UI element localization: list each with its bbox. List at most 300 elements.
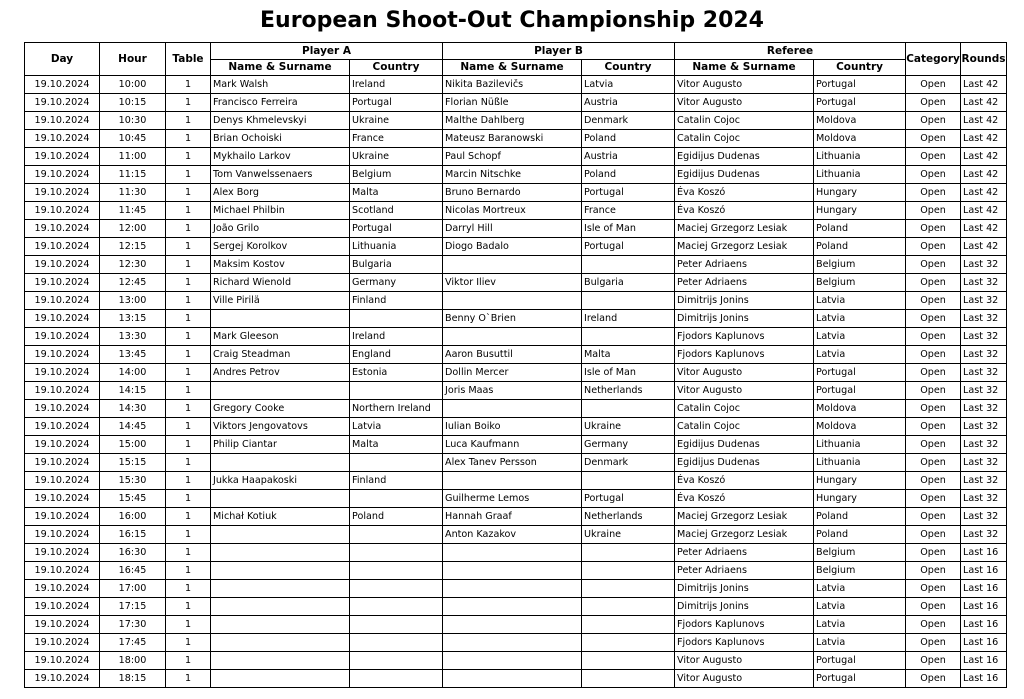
cell-player-b-country [582, 598, 675, 616]
cell-rounds: Last 42 [961, 202, 1007, 220]
cell-hour: 12:30 [100, 256, 166, 274]
cell-player-a-name [211, 454, 350, 472]
cell-player-b-country [582, 652, 675, 670]
header-player-a-country: Country [350, 59, 443, 76]
cell-player-a-name [211, 634, 350, 652]
cell-day: 19.10.2024 [25, 544, 100, 562]
cell-hour: 12:15 [100, 238, 166, 256]
cell-rounds: Last 42 [961, 112, 1007, 130]
cell-table: 1 [166, 76, 211, 94]
cell-player-a-name [211, 562, 350, 580]
cell-player-b-country [582, 634, 675, 652]
header-rounds: Rounds [961, 43, 1007, 76]
cell-category: Open [906, 436, 961, 454]
header-referee-country: Country [814, 59, 906, 76]
cell-player-b-country: Poland [582, 130, 675, 148]
cell-player-a-name: Mark Walsh [211, 76, 350, 94]
cell-player-b-name [443, 256, 582, 274]
header-category: Category [906, 43, 961, 76]
cell-player-b-name: Paul Schopf [443, 148, 582, 166]
cell-day: 19.10.2024 [25, 454, 100, 472]
cell-referee-name: Egidijus Dudenas [675, 166, 814, 184]
cell-player-b-name [443, 634, 582, 652]
cell-referee-country: Belgium [814, 274, 906, 292]
cell-referee-name: Vitor Augusto [675, 76, 814, 94]
cell-player-a-country: Lithuania [350, 238, 443, 256]
cell-table: 1 [166, 310, 211, 328]
cell-hour: 11:15 [100, 166, 166, 184]
cell-referee-name: Éva Koszó [675, 184, 814, 202]
cell-day: 19.10.2024 [25, 598, 100, 616]
cell-player-a-name [211, 598, 350, 616]
cell-player-a-name [211, 382, 350, 400]
cell-table: 1 [166, 490, 211, 508]
cell-rounds: Last 42 [961, 76, 1007, 94]
table-row [25, 526, 1007, 544]
cell-referee-name: Peter Adriaens [675, 544, 814, 562]
cell-player-a-name: Craig Steadman [211, 346, 350, 364]
table-row [25, 562, 1007, 580]
cell-rounds: Last 16 [961, 616, 1007, 634]
cell-rounds: Last 32 [961, 418, 1007, 436]
cell-player-a-name: Brian Ochoiski [211, 130, 350, 148]
cell-rounds: Last 32 [961, 328, 1007, 346]
cell-table: 1 [166, 166, 211, 184]
cell-referee-name: Catalin Cojoc [675, 112, 814, 130]
cell-day: 19.10.2024 [25, 328, 100, 346]
cell-hour: 17:30 [100, 616, 166, 634]
cell-category: Open [906, 454, 961, 472]
cell-player-a-name: Tom Vanwelssenaers [211, 166, 350, 184]
cell-rounds: Last 32 [961, 472, 1007, 490]
cell-hour: 11:30 [100, 184, 166, 202]
cell-referee-country: Poland [814, 220, 906, 238]
cell-player-b-country: Portugal [582, 184, 675, 202]
cell-hour: 12:00 [100, 220, 166, 238]
cell-rounds: Last 42 [961, 166, 1007, 184]
table-row [25, 598, 1007, 616]
cell-player-a-name: Michał Kotiuk [211, 508, 350, 526]
table-row [25, 310, 1007, 328]
cell-player-b-country [582, 562, 675, 580]
cell-player-b-name: Luca Kaufmann [443, 436, 582, 454]
cell-player-a-country: Portugal [350, 220, 443, 238]
cell-day: 19.10.2024 [25, 400, 100, 418]
cell-player-b-country [582, 580, 675, 598]
cell-rounds: Last 32 [961, 274, 1007, 292]
cell-player-b-country: Portugal [582, 490, 675, 508]
cell-table: 1 [166, 472, 211, 490]
cell-player-a-country: Bulgaria [350, 256, 443, 274]
header-day: Day [25, 43, 100, 76]
cell-day: 19.10.2024 [25, 562, 100, 580]
cell-rounds: Last 32 [961, 436, 1007, 454]
table-row [25, 436, 1007, 454]
cell-hour: 10:45 [100, 130, 166, 148]
cell-referee-country: Belgium [814, 544, 906, 562]
cell-referee-name: Peter Adriaens [675, 562, 814, 580]
cell-referee-country: Latvia [814, 310, 906, 328]
cell-referee-country: Latvia [814, 598, 906, 616]
cell-referee-name: Vitor Augusto [675, 364, 814, 382]
cell-referee-country: Portugal [814, 94, 906, 112]
cell-referee-country: Poland [814, 508, 906, 526]
page-title: European Shoot-Out Championship 2024 [260, 8, 764, 33]
table-row [25, 652, 1007, 670]
cell-player-b-country: France [582, 202, 675, 220]
cell-player-a-name: Sergej Korolkov [211, 238, 350, 256]
cell-rounds: Last 42 [961, 184, 1007, 202]
cell-day: 19.10.2024 [25, 436, 100, 454]
cell-table: 1 [166, 598, 211, 616]
cell-table: 1 [166, 616, 211, 634]
cell-referee-name: Maciej Grzegorz Lesiak [675, 508, 814, 526]
cell-day: 19.10.2024 [25, 418, 100, 436]
cell-day: 19.10.2024 [25, 634, 100, 652]
cell-player-a-name [211, 670, 350, 688]
cell-player-a-name: Philip Ciantar [211, 436, 350, 454]
cell-player-b-country: Isle of Man [582, 364, 675, 382]
cell-category: Open [906, 472, 961, 490]
cell-table: 1 [166, 274, 211, 292]
cell-day: 19.10.2024 [25, 274, 100, 292]
cell-hour: 15:30 [100, 472, 166, 490]
cell-table: 1 [166, 202, 211, 220]
cell-player-a-country [350, 562, 443, 580]
table-row [25, 220, 1007, 238]
cell-player-a-name: Francisco Ferreira [211, 94, 350, 112]
cell-rounds: Last 32 [961, 490, 1007, 508]
cell-hour: 17:15 [100, 598, 166, 616]
cell-day: 19.10.2024 [25, 112, 100, 130]
cell-referee-country: Poland [814, 526, 906, 544]
cell-category: Open [906, 364, 961, 382]
cell-table: 1 [166, 130, 211, 148]
cell-player-b-name: Nicolas Mortreux [443, 202, 582, 220]
cell-referee-country: Lithuania [814, 454, 906, 472]
cell-table: 1 [166, 184, 211, 202]
table-row [25, 76, 1007, 94]
cell-day: 19.10.2024 [25, 220, 100, 238]
header-player-b-name: Name & Surname [443, 59, 582, 76]
cell-referee-name: Maciej Grzegorz Lesiak [675, 526, 814, 544]
header-player-a-name: Name & Surname [211, 59, 350, 76]
cell-day: 19.10.2024 [25, 130, 100, 148]
cell-table: 1 [166, 526, 211, 544]
cell-player-b-name: Nikita Bazilevičs [443, 76, 582, 94]
cell-table: 1 [166, 580, 211, 598]
cell-player-b-country [582, 670, 675, 688]
cell-table: 1 [166, 670, 211, 688]
header-hour: Hour [100, 43, 166, 76]
cell-player-a-country: Malta [350, 184, 443, 202]
cell-player-b-country: Netherlands [582, 382, 675, 400]
cell-referee-country: Portugal [814, 364, 906, 382]
cell-player-b-name [443, 598, 582, 616]
cell-player-a-name [211, 490, 350, 508]
table-row [25, 418, 1007, 436]
cell-player-a-name: Andres Petrov [211, 364, 350, 382]
table-row [25, 364, 1007, 382]
cell-player-a-country [350, 634, 443, 652]
cell-hour: 11:00 [100, 148, 166, 166]
cell-player-b-country: Ukraine [582, 418, 675, 436]
table-row [25, 256, 1007, 274]
cell-category: Open [906, 400, 961, 418]
cell-table: 1 [166, 328, 211, 346]
cell-table: 1 [166, 454, 211, 472]
cell-player-a-name [211, 616, 350, 634]
cell-player-b-country: Portugal [582, 238, 675, 256]
cell-player-b-country [582, 256, 675, 274]
cell-player-a-country: Ukraine [350, 148, 443, 166]
cell-day: 19.10.2024 [25, 148, 100, 166]
cell-rounds: Last 42 [961, 148, 1007, 166]
cell-table: 1 [166, 220, 211, 238]
cell-player-a-country: France [350, 130, 443, 148]
cell-hour: 17:00 [100, 580, 166, 598]
cell-player-b-country: Germany [582, 436, 675, 454]
cell-referee-name: Catalin Cojoc [675, 418, 814, 436]
cell-player-a-name: Mykhailo Larkov [211, 148, 350, 166]
cell-player-a-name: Richard Wienold [211, 274, 350, 292]
cell-referee-name: Vitor Augusto [675, 652, 814, 670]
cell-category: Open [906, 220, 961, 238]
cell-player-a-name: Denys Khmelevskyi [211, 112, 350, 130]
cell-day: 19.10.2024 [25, 256, 100, 274]
cell-day: 19.10.2024 [25, 76, 100, 94]
cell-hour: 15:00 [100, 436, 166, 454]
cell-day: 19.10.2024 [25, 580, 100, 598]
cell-day: 19.10.2024 [25, 346, 100, 364]
table-row [25, 400, 1007, 418]
cell-player-b-country [582, 472, 675, 490]
cell-referee-name: Vitor Augusto [675, 382, 814, 400]
cell-player-a-name: Viktors Jengovatovs [211, 418, 350, 436]
cell-referee-name: Maciej Grzegorz Lesiak [675, 238, 814, 256]
cell-rounds: Last 16 [961, 670, 1007, 688]
cell-day: 19.10.2024 [25, 508, 100, 526]
cell-referee-country: Latvia [814, 292, 906, 310]
cell-category: Open [906, 418, 961, 436]
table-row [25, 130, 1007, 148]
cell-player-b-country: Latvia [582, 76, 675, 94]
cell-category: Open [906, 670, 961, 688]
cell-table: 1 [166, 94, 211, 112]
cell-category: Open [906, 634, 961, 652]
cell-category: Open [906, 166, 961, 184]
cell-player-a-country: Ireland [350, 76, 443, 94]
cell-day: 19.10.2024 [25, 382, 100, 400]
cell-category: Open [906, 562, 961, 580]
table-row [25, 112, 1007, 130]
cell-referee-country: Moldova [814, 130, 906, 148]
cell-table: 1 [166, 652, 211, 670]
cell-hour: 13:15 [100, 310, 166, 328]
cell-referee-name: Maciej Grzegorz Lesiak [675, 220, 814, 238]
cell-player-a-country: Finland [350, 292, 443, 310]
cell-referee-name: Catalin Cojoc [675, 130, 814, 148]
table-row [25, 184, 1007, 202]
cell-hour: 10:00 [100, 76, 166, 94]
cell-category: Open [906, 94, 961, 112]
cell-rounds: Last 42 [961, 130, 1007, 148]
cell-player-a-name: Mark Gleeson [211, 328, 350, 346]
cell-player-a-country: Northern Ireland [350, 400, 443, 418]
table-row [25, 202, 1007, 220]
cell-player-b-name [443, 544, 582, 562]
header-referee: Referee [675, 43, 906, 60]
cell-player-b-country [582, 544, 675, 562]
cell-player-b-country: Austria [582, 94, 675, 112]
cell-player-b-name: Marcin Nitschke [443, 166, 582, 184]
cell-referee-country: Hungary [814, 184, 906, 202]
cell-hour: 16:15 [100, 526, 166, 544]
cell-hour: 10:15 [100, 94, 166, 112]
cell-rounds: Last 42 [961, 238, 1007, 256]
cell-referee-country: Portugal [814, 76, 906, 94]
cell-referee-country: Lithuania [814, 166, 906, 184]
cell-referee-country: Latvia [814, 616, 906, 634]
header-player-a: Player A [211, 43, 443, 60]
table-row [25, 274, 1007, 292]
cell-category: Open [906, 508, 961, 526]
cell-player-b-name [443, 562, 582, 580]
table-row [25, 238, 1007, 256]
cell-hour: 13:45 [100, 346, 166, 364]
cell-category: Open [906, 76, 961, 94]
header-player-b: Player B [443, 43, 675, 60]
cell-rounds: Last 32 [961, 400, 1007, 418]
cell-player-a-name: Ville Pirilä [211, 292, 350, 310]
cell-player-b-name: Joris Maas [443, 382, 582, 400]
cell-player-b-name [443, 292, 582, 310]
cell-rounds: Last 42 [961, 94, 1007, 112]
cell-hour: 17:45 [100, 634, 166, 652]
cell-table: 1 [166, 634, 211, 652]
cell-category: Open [906, 616, 961, 634]
cell-rounds: Last 32 [961, 382, 1007, 400]
cell-table: 1 [166, 508, 211, 526]
cell-referee-name: Dimitrijs Jonins [675, 310, 814, 328]
cell-player-a-name: Jukka Haapakoski [211, 472, 350, 490]
cell-player-b-country [582, 400, 675, 418]
table-row [25, 616, 1007, 634]
cell-player-a-country: Germany [350, 274, 443, 292]
cell-category: Open [906, 130, 961, 148]
cell-player-a-name: Gregory Cooke [211, 400, 350, 418]
cell-rounds: Last 32 [961, 256, 1007, 274]
cell-player-b-name: Hannah Graaf [443, 508, 582, 526]
cell-referee-country: Belgium [814, 256, 906, 274]
cell-player-b-name: Diogo Badalo [443, 238, 582, 256]
cell-day: 19.10.2024 [25, 202, 100, 220]
cell-referee-country: Hungary [814, 490, 906, 508]
cell-player-b-country [582, 328, 675, 346]
cell-category: Open [906, 490, 961, 508]
cell-hour: 18:15 [100, 670, 166, 688]
cell-referee-name: Dimitrijs Jonins [675, 292, 814, 310]
cell-rounds: Last 16 [961, 580, 1007, 598]
cell-referee-name: Éva Koszó [675, 202, 814, 220]
cell-player-a-country [350, 616, 443, 634]
cell-rounds: Last 16 [961, 634, 1007, 652]
cell-table: 1 [166, 346, 211, 364]
cell-player-a-country: Finland [350, 472, 443, 490]
schedule-table [24, 42, 1007, 688]
cell-player-b-country: Denmark [582, 454, 675, 472]
cell-day: 19.10.2024 [25, 670, 100, 688]
header-referee-name: Name & Surname [675, 59, 814, 76]
cell-player-a-country [350, 544, 443, 562]
cell-referee-country: Moldova [814, 418, 906, 436]
cell-hour: 13:00 [100, 292, 166, 310]
table-row [25, 148, 1007, 166]
cell-player-b-name [443, 472, 582, 490]
cell-hour: 16:45 [100, 562, 166, 580]
cell-category: Open [906, 292, 961, 310]
cell-player-b-country [582, 616, 675, 634]
cell-player-a-name [211, 526, 350, 544]
cell-player-a-country [350, 310, 443, 328]
table-row [25, 454, 1007, 472]
cell-category: Open [906, 202, 961, 220]
cell-player-a-name: Maksim Kostov [211, 256, 350, 274]
cell-category: Open [906, 580, 961, 598]
cell-hour: 16:30 [100, 544, 166, 562]
table-row [25, 346, 1007, 364]
cell-player-b-country: Ireland [582, 310, 675, 328]
cell-hour: 16:00 [100, 508, 166, 526]
cell-referee-name: Dimitrijs Jonins [675, 598, 814, 616]
table-row [25, 634, 1007, 652]
cell-referee-name: Fjodors Kaplunovs [675, 634, 814, 652]
cell-day: 19.10.2024 [25, 472, 100, 490]
cell-player-a-country [350, 580, 443, 598]
cell-table: 1 [166, 256, 211, 274]
cell-referee-name: Vitor Augusto [675, 94, 814, 112]
cell-table: 1 [166, 292, 211, 310]
cell-player-a-country: Latvia [350, 418, 443, 436]
cell-player-b-name [443, 400, 582, 418]
cell-category: Open [906, 652, 961, 670]
table-body [25, 76, 1007, 688]
cell-day: 19.10.2024 [25, 166, 100, 184]
cell-category: Open [906, 598, 961, 616]
cell-referee-country: Latvia [814, 346, 906, 364]
cell-day: 19.10.2024 [25, 292, 100, 310]
cell-category: Open [906, 328, 961, 346]
cell-player-a-name [211, 544, 350, 562]
cell-table: 1 [166, 148, 211, 166]
cell-rounds: Last 32 [961, 292, 1007, 310]
table-row [25, 328, 1007, 346]
cell-referee-name: Peter Adriaens [675, 256, 814, 274]
cell-category: Open [906, 148, 961, 166]
cell-rounds: Last 32 [961, 454, 1007, 472]
header-player-b-country: Country [582, 59, 675, 76]
cell-table: 1 [166, 364, 211, 382]
cell-day: 19.10.2024 [25, 310, 100, 328]
cell-rounds: Last 42 [961, 220, 1007, 238]
cell-category: Open [906, 184, 961, 202]
table-row [25, 508, 1007, 526]
cell-player-b-name: Iulian Boiko [443, 418, 582, 436]
cell-player-b-country: Ukraine [582, 526, 675, 544]
cell-player-a-country [350, 382, 443, 400]
cell-referee-country: Hungary [814, 202, 906, 220]
cell-referee-name: Fjodors Kaplunovs [675, 616, 814, 634]
